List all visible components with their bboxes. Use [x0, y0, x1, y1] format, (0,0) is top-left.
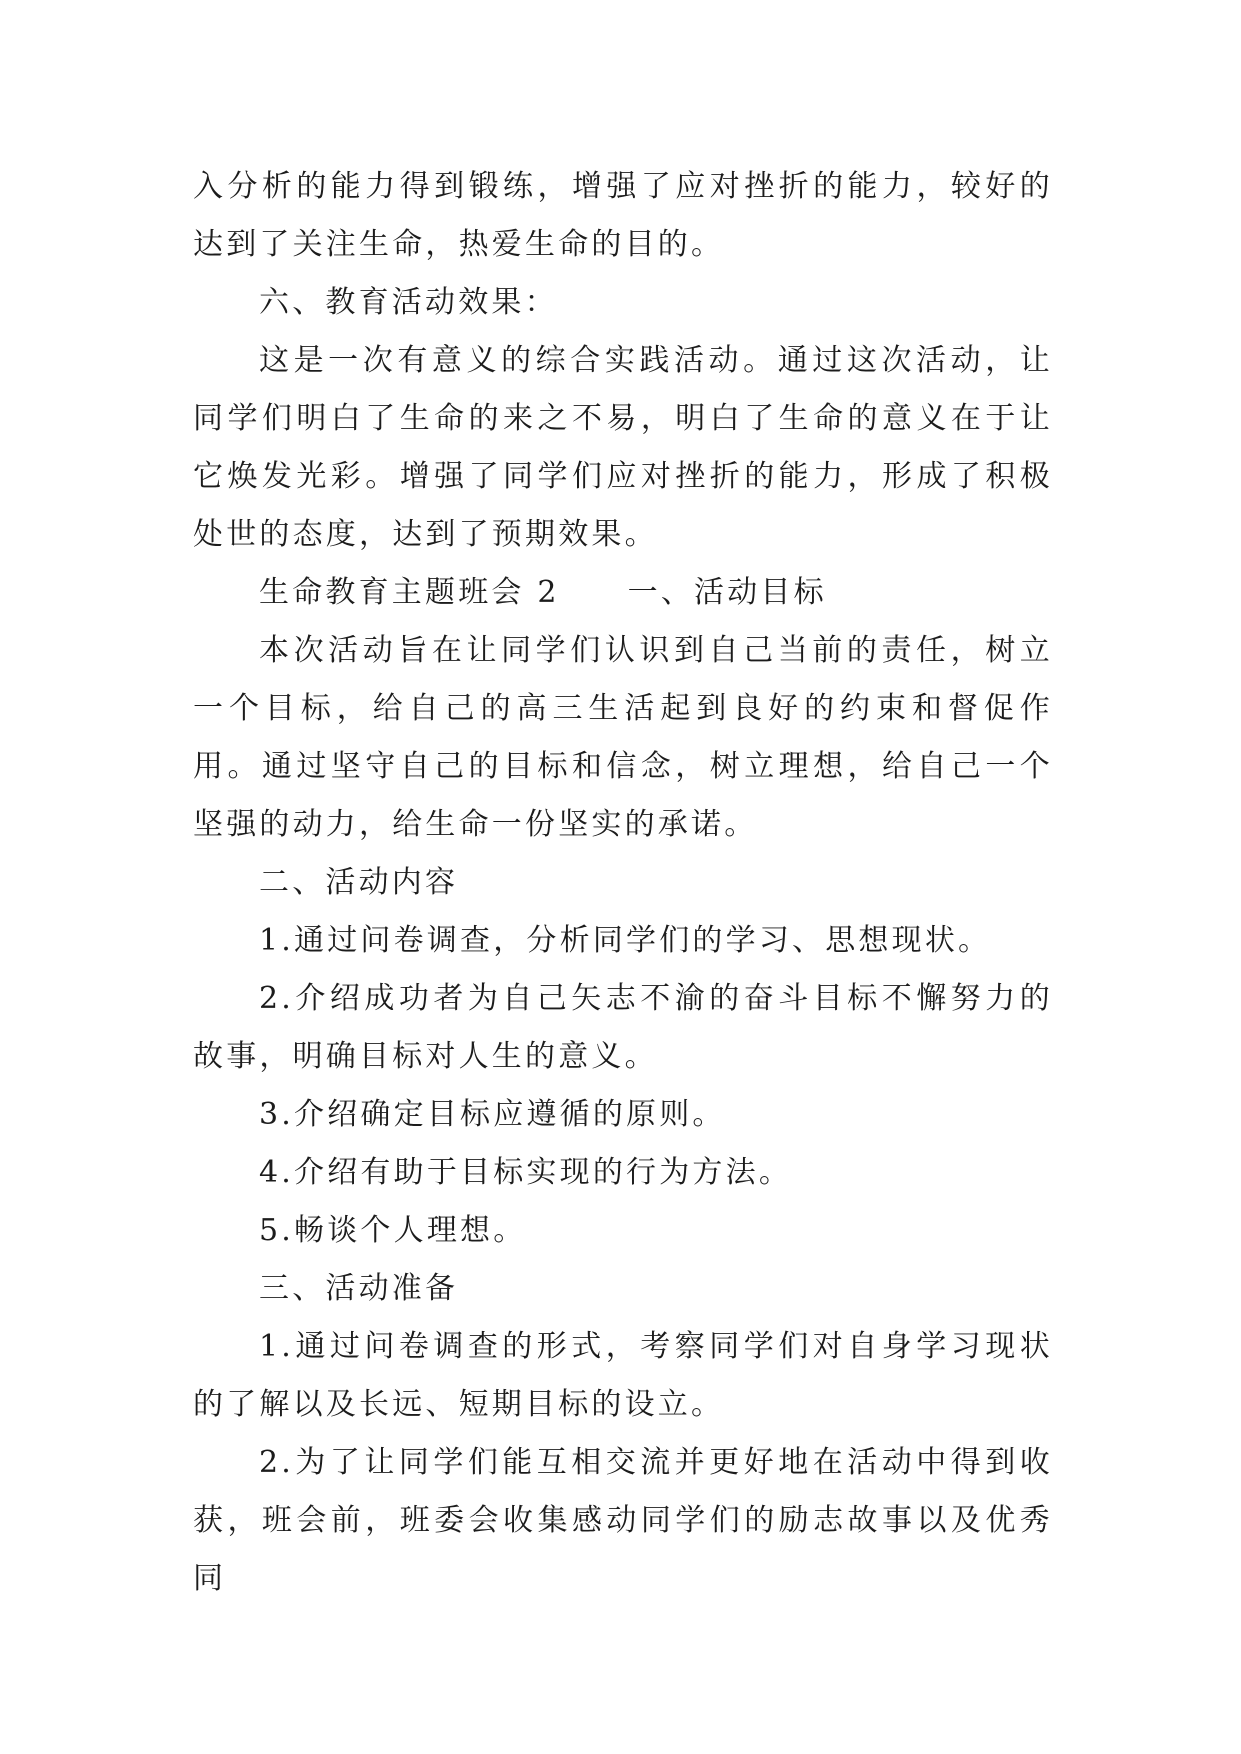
paragraph: 本次活动旨在让同学们认识到自己当前的责任，树立一个目标，给自己的高三生活起到良好的约束和督促作用。通过坚守自己的目标和信念，树立理想，给自己一个坚强的动力，给生命一份坚实的承诺。: [193, 633, 1053, 842]
document-body: [193, 158, 1053, 1608]
list-item: 4.介绍有助于目标实现的行为方法。: [259, 1155, 793, 1190]
list-item: 5.畅谈个人理想。: [259, 1213, 527, 1248]
document-title: 生命教育主题班会 2: [259, 575, 560, 610]
list-item: 2.为了让同学们能互相交流并更好地在活动中得到收获，班会前，班委会收集感动同学们的励志故事以及优秀同: [193, 1445, 1053, 1596]
list-item: 2.介绍成功者为自己矢志不渝的奋斗目标不懈努力的故事，明确目标对人生的意义。: [193, 981, 1053, 1074]
section-heading: 一、活动目标: [627, 575, 827, 610]
paragraph: 这是一次有意义的综合实践活动。通过这次活动，让同学们明白了生命的来之不易，明白了生命的意义在于让它焕发光彩。增强了同学们应对挫折的能力，形成了积极处世的态度，达到了预期效果。: [193, 343, 1053, 552]
title-line: [193, 564, 1053, 622]
paragraph: 入分析的能力得到锻练，增强了应对挫折的能力，较好的达到了关注生命，热爱生命的目的。: [193, 169, 1053, 262]
list-item: 3.介绍确定目标应遵循的原则。: [259, 1097, 726, 1132]
list-item: 1.通过问卷调查的形式，考察同学们对自身学习现状的了解以及长远、短期目标的设立。: [193, 1329, 1053, 1422]
section-heading: 三、活动准备: [259, 1271, 459, 1306]
section-heading: 六、教育活动效果：: [259, 285, 558, 320]
section-heading: 二、活动内容: [259, 865, 459, 900]
list-item: 1.通过问卷调查，分析同学们的学习、思想现状。: [259, 923, 992, 958]
